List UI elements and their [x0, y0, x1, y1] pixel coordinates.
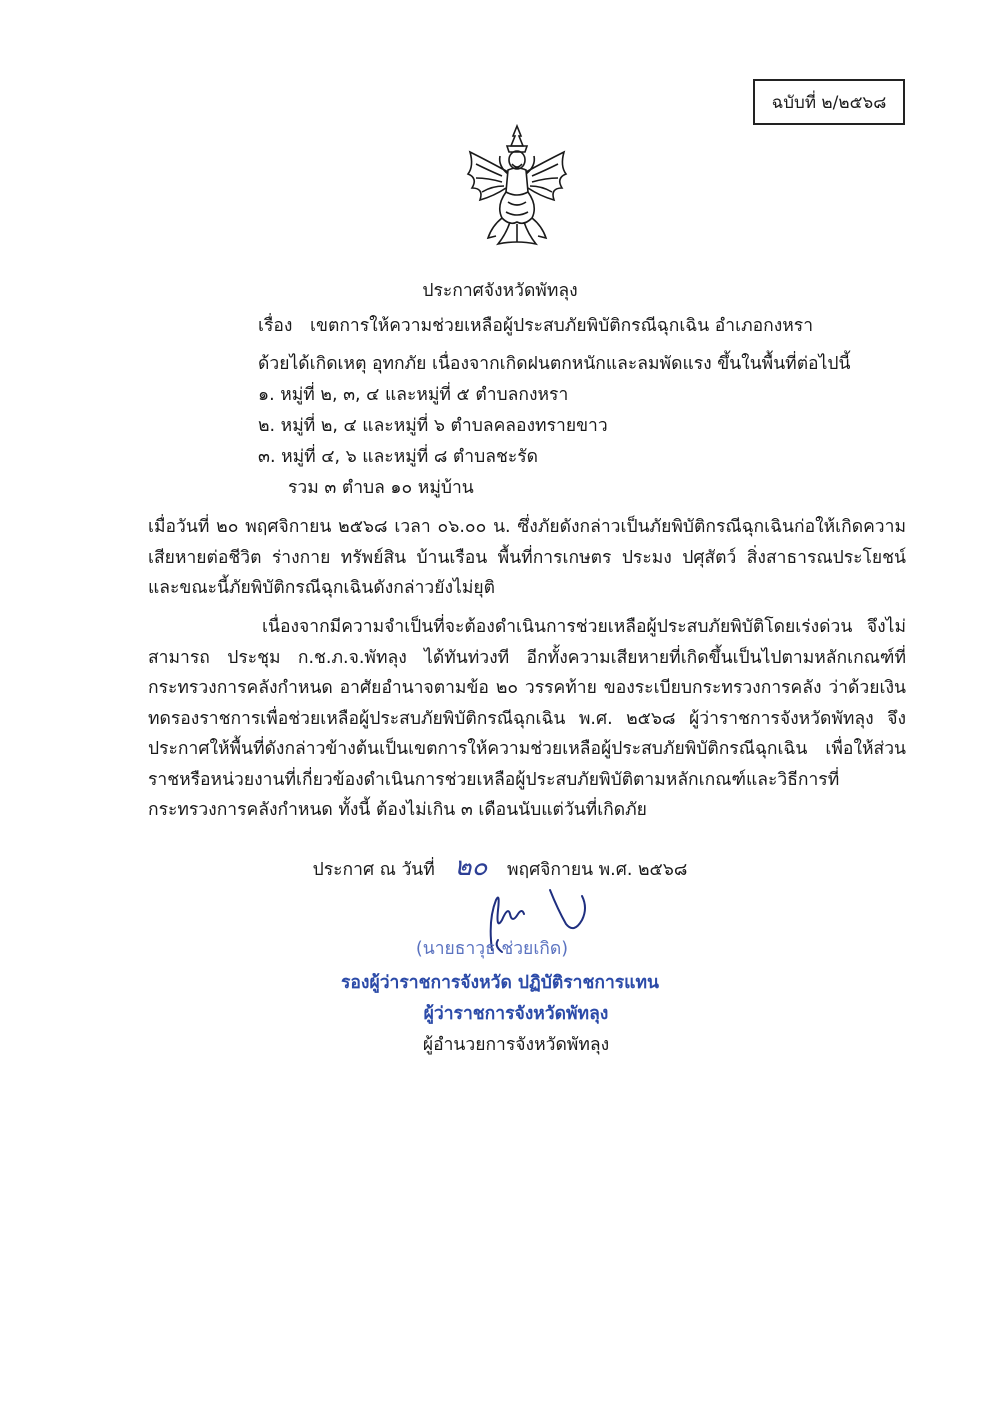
announcement-title: ประกาศจังหวัดพัทลุง: [422, 281, 578, 301]
subject-label: เรื่อง: [258, 316, 293, 336]
signer-position-director: ผู้อำนวยการจังหวัดพัทลุง: [422, 1035, 610, 1055]
area-item: ๑. หมู่ที่ ๒, ๓, ๔ และหมู่ที่ ๕ ตำบลกงหรา: [258, 385, 569, 405]
area-item: ๒. หมู่ที่ ๒, ๔ และหมู่ที่ ๖ ตำบลคลองทรายขาว: [258, 416, 608, 436]
paragraph-occurrence: เมื่อวันที่ ๒๐ พฤศจิกายน ๒๕๖๘ เวลา ๐๖.๐๐ น. ซึ่งภัยดังกล่าวเป็นภัยพิบัติกรณีฉุกเฉินก่อให้เกิดความเสียหายต่อชีวิต ร่างกาย ทรัพย์สิน บ้านเรือน พื้นที่การเกษตร ประมง ปศุสัตว์ สิ่งสาธารณประโยชน์ และขณะนี้ภัยพิบัติกรณีฉุกเฉินดังกล่าวยังไม่ยุติ: [148, 517, 906, 598]
issue-number-box: ฉบับที่ ๒/๒๕๖๘: [753, 79, 905, 125]
total-line: รวม ๓ ตำบล ๑๐ หมู่บ้าน: [288, 478, 474, 498]
signer-position-governor: ผู้ว่าราชการจังหวัดพัทลุง: [423, 1004, 609, 1024]
intro-line: ด้วยได้เกิดเหตุ อุทกภัย เนื่องจากเกิดฝนตกหนักและลมพัดแรง ขึ้นในพื้นที่ต่อไปนี้: [258, 354, 851, 374]
handwritten-day: ๒๐: [454, 852, 488, 882]
subject-text: เขตการให้ความช่วยเหลือผู้ประสบภัยพิบัติกรณีฉุกเฉิน อำเภอกงหรา: [310, 316, 814, 336]
signer-name: (นายธาวุธ ช่วยเกิด): [415, 939, 569, 959]
date-suffix: พฤศจิกายน พ.ศ. ๒๕๖๘: [506, 860, 688, 880]
paragraph-declaration: เนื่องจากมีความจำเป็นที่จะต้องดำเนินการช่วยเหลือผู้ประสบภัยพิบัติโดยเร่งด่วน จึงไม่สามารถ ประชุม ก.ช.ภ.จ.พัทลุง ได้ทันท่วงที อีกทั้งความเสียหายที่เกิดขึ้นเป็นไปตามหลักเกณฑ์ที่กระทรวงการคลังกำหนด อาศัยอำนาจตามข้อ ๒๐ วรรคท้าย ของระเบียบกระทรวงการคลัง ว่าด้วยเงินทดรองราชการเพื่อช่วยเหลือผู้ประสบภัยพิบัติกรณีฉุกเฉิน พ.ศ. ๒๕๖๘ ผู้ว่าราชการจังหวัดพัทลุง จึงประกาศให้พื้นที่ดังกล่าวข้างต้นเป็นเขตการให้ความช่วยเหลือผู้ประสบภัยพิบัติกรณีฉุกเฉิน เพื่อให้ส่วนราชหรือหน่วยงานที่เกี่ยวข้องดำเนินการช่วยเหลือผู้ประสบภัยพิบัติตามหลักเกณฑ์และวิธีการที่กระทรวงการคลังกำหนด ทั้งนี้ ต้องไม่เกิน ๓ เดือนนับแต่วันที่เกิดภัย: [148, 617, 906, 820]
subject-line: [258, 311, 813, 339]
date-prefix: ประกาศ ณ วันที่: [312, 860, 435, 880]
area-item: ๓. หมู่ที่ ๔, ๖ และหมู่ที่ ๘ ตำบลชะรัด: [258, 447, 538, 467]
signer-position-deputy: รองผู้ว่าราชการจังหวัด ปฏิบัติราชการแทน: [341, 973, 659, 993]
garuda-emblem-icon: [462, 122, 572, 250]
